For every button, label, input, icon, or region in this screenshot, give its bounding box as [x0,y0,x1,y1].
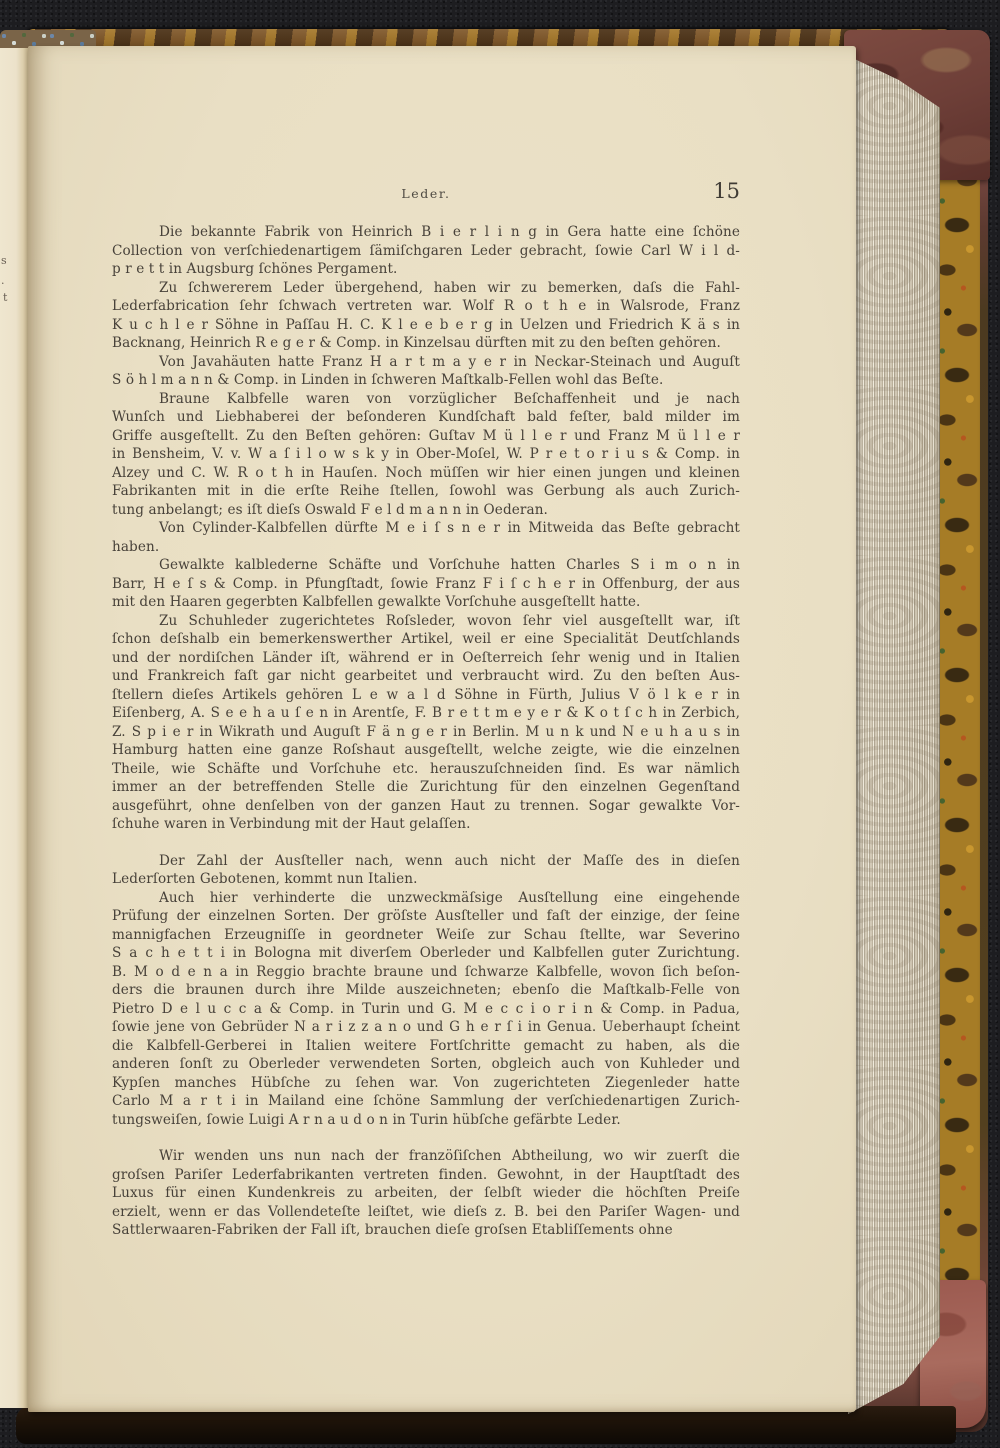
text-line: Collection von verſchiedenartigem ſämiſchgaren Leder gebracht, ſowie Carl W i l d- [112,242,740,259]
text-line: tungsweiſen, ſowie Luigi A r n a u d o n in Turin hübſche gefärbte Leder. [112,1111,621,1128]
text-line: Von Cylinder-Kalbfellen dürfte M e i ſ s n e r in Mitweida das Beſte gebracht [159,520,740,536]
paragraph [112,519,740,556]
text-line: die Kalbfell-Gerberei in Italien weitere Fortſchritte gemacht zu haben, als die [112,1037,740,1054]
text-line: und Frankreich faſt gar nicht gearbeitet und verbraucht wird. Zu den beſten Aus- [112,668,740,684]
facing-page-edge [0,48,30,1408]
text-line: ſchuhe waren in Verbindung mit der Haut gelaſſen. [112,816,471,832]
text-line: Carlo M a r t i in Mailand eine ſchöne Sammlung der verſchiedenartigen Zurich- [112,1093,740,1109]
text-line: Alzey und C. W. R o t h in Hauſen. Noch müſſen wir hier einen jungen und kleinen [112,464,740,481]
paragraph [112,889,740,1130]
text-line: Griffe ausgeſtellt. Zu den Beſten gehören: Guſtav M ü l l e r und Franz M ü l l e r [112,427,740,444]
facing-page-text-fragment: . [1,274,5,287]
page-block-edges [848,46,940,1418]
text-line: Lederfabrication ſehr ſchwach vertreten war. Wolf R o t h e in Walsrode, Franz [112,298,740,314]
text-line: Barr, H e ſ s & Comp. in Pfungſtadt, ſowie Franz F i ſ c h e r in Offenburg, der aus [112,575,740,592]
text-line: haben. [112,538,160,555]
book-page [28,46,856,1412]
page-content [112,179,740,1240]
running-head [112,179,740,206]
paragraph [112,223,740,279]
paragraph [112,390,740,520]
paragraph [112,1147,740,1240]
text-line: und der nordiſchen Länder iſt, während er in Oeſterreich ſehr wenig und in Italien [112,649,740,666]
text-line: Luxus für einen Kundenkreis zu arbeiten, der ſelbſt wieder die höchſten Preiſe [112,1185,740,1201]
text-line: Von Javahäuten hatte Franz H a r t m a y e r in Neckar-Steinach und Auguſt [159,353,740,370]
paragraph [112,556,740,612]
text-line: Gewalkte kalblederne Schäfte und Vorſchuhe hatten Charles S i m o n in [159,557,740,573]
running-head-title: Leder. [401,186,451,201]
facing-page-text-fragment: s [1,254,7,267]
paragraph [112,279,740,353]
text-line: Der Zahl der Ausſteller nach, wenn auch nicht der Maſſe des in dieſen [159,852,740,869]
text-line: Fabrikanten mit in die erſte Reihe ſtellen, ſowohl was Gerbung als auch Zurich- [112,483,740,499]
text-line: Theile, wie Schäfte und Vorſchuhe etc. herauszuſchneiden ſind. Es war nämlich [112,760,740,777]
text-line: Wir wenden uns nun nach der franzöſiſchen Abtheilung, wo wir zuerſt die [159,1148,740,1164]
text-line: ders die braunen durch ihre Milde auszeichneten; ebenſo die Maſtkalb-Felle von [112,982,740,998]
text-line: Auch hier verhinderte die unzweckmäſsige Ausſtellung eine eingehende [159,889,740,906]
text-line: B. M o d e n a in Reggio brachte braune und ſchwarze Kalbfelle, wovon ſich beſon- [112,963,740,980]
text-line: ſtellern dieſes Artikels gehören L e w a l d Söhne in Fürth, Julius V ö l k e r in [112,686,740,703]
text-line: Wunſch und Liebhaberei der beſonderen Kundſchaft bald feſter, bald milder im [112,409,740,425]
book-cover-marble-strip [934,150,980,1330]
text-line: erzielt, wenn er das Vollendeteſte leiſtet, wie dieſs z. B. bei den Pariſer Wagen- und [112,1203,740,1220]
text-line: K u c h l e r Söhne in Paſſau H. C. K l e e b e r g in Uelzen und Friedrich K ä s in [112,316,740,333]
text-line: Sattlerwaaren-Fabriken der Fall iſt, brauchen dieſe groſsen Etabliſſements ohne [112,1222,673,1238]
text-line: anderen ſonſt zu Oberleder verwendeten Sorten, obgleich auch von Kuhleder und [112,1056,740,1072]
text-line: mannigfachen Erzeugniſſe in geordneter Weiſe zur Schau ſtellte, war Severino [112,926,740,943]
text-line: Die bekannte Fabrik von Heinrich B i e r l i n g in Gera hatte eine ſchöne [159,224,740,240]
text-line: tung anbelangt; es iſt dieſs Oswald F e l d m a n n in Oederan. [112,501,548,518]
text-line: Prüfung der einzelnen Sorten. Der gröſste Ausſteller und faſt der einzige, der ſeine [112,908,740,924]
paragraph [112,353,740,390]
text-line: ſowie jene von Gebrüder N a r i z z a n o und G h e r ſ i in Genua. Ueberhaupt ſcheint [112,1019,740,1035]
text-line: Hamburg hatten eine ganze Roſshaut ausgeſtellt, welche zeigte, wie die einzelnen [112,742,740,758]
text-line: ſchon deſshalb ein bemerkenswerther Artikel, weil er eine Specialität Deutſchlands [112,631,740,647]
text-line: p r e t t in Augsburg ſchönes Pergament. [112,261,398,277]
text-block [112,223,740,1240]
text-line: mit den Haaren gegerbten Kalbfellen gewalkte Vorſchuhe ausgeſtellt hatte. [112,594,641,610]
text-line: S a c h e t t i in Bologna mit diverſem Oberleder und Kalbfellen guter Zurichtung. [112,945,740,961]
text-line: Pietro D e l u c c a & Comp. in Turin und G. M e c c i o r i n & Comp. in Padua, [112,1000,740,1017]
paragraph [112,852,740,889]
text-line: ausgeführt, ohne denſelben von der ganzen Haut zu trennen. Sogar gewalkte Vor- [112,797,740,814]
text-line: in Bensheim, V. v. W a ſ i l o w s k y in Ober-Moſel, W. P r e t o r i u s & Comp. in [112,446,740,462]
text-line: Zu ſchwererem Leder übergehend, haben wir zu bemerken, daſs die Fahl- [159,279,740,296]
text-line: Braune Kalbfelle waren von vorzüglicher Beſchaffenheit und je nach [159,390,740,407]
text-line: S ö h l m a n n & Comp. in Linden in ſchweren Maſtkalb-Fellen wohl das Beſte. [112,372,664,388]
text-line: Backnang, Heinrich R e g e r & Comp. in Kinzelsau dürften mit zu den beſten gehören. [112,335,721,351]
text-line: Lederſorten Gebotenen, kommt nun Italien. [112,871,418,887]
text-line: Z. S p i e r in Wikrath und Auguſt F ä n g e r in Berlin. M u n k und N e u h a u s in [112,723,740,740]
text-line: Kypſen manches Hübſche zu ſehen war. Von zugerichteten Ziegenleder hatte [112,1074,740,1091]
text-line: groſsen Pariſer Lederfabrikanten vertreten finden. Gewohnt, in der Hauptſtadt des [112,1166,740,1183]
text-line: Eiſenberg, A. S e e h a u ſ e n in Arentſe, F. B r e t t m e y e r & K o t ſ c h in Zerbich, [112,705,740,721]
page-number: 15 [713,179,740,203]
text-line: Zu Schuhleder zugerichtetes Roſsleder, wovon ſehr viel ausgeſtellt war, iſt [159,612,740,629]
paragraph [112,612,740,834]
facing-page-text-fragment: t [3,291,8,304]
text-line: immer an der betreffenden Stelle die Zurichtung für den einzelnen Gegenſtand [112,779,740,795]
